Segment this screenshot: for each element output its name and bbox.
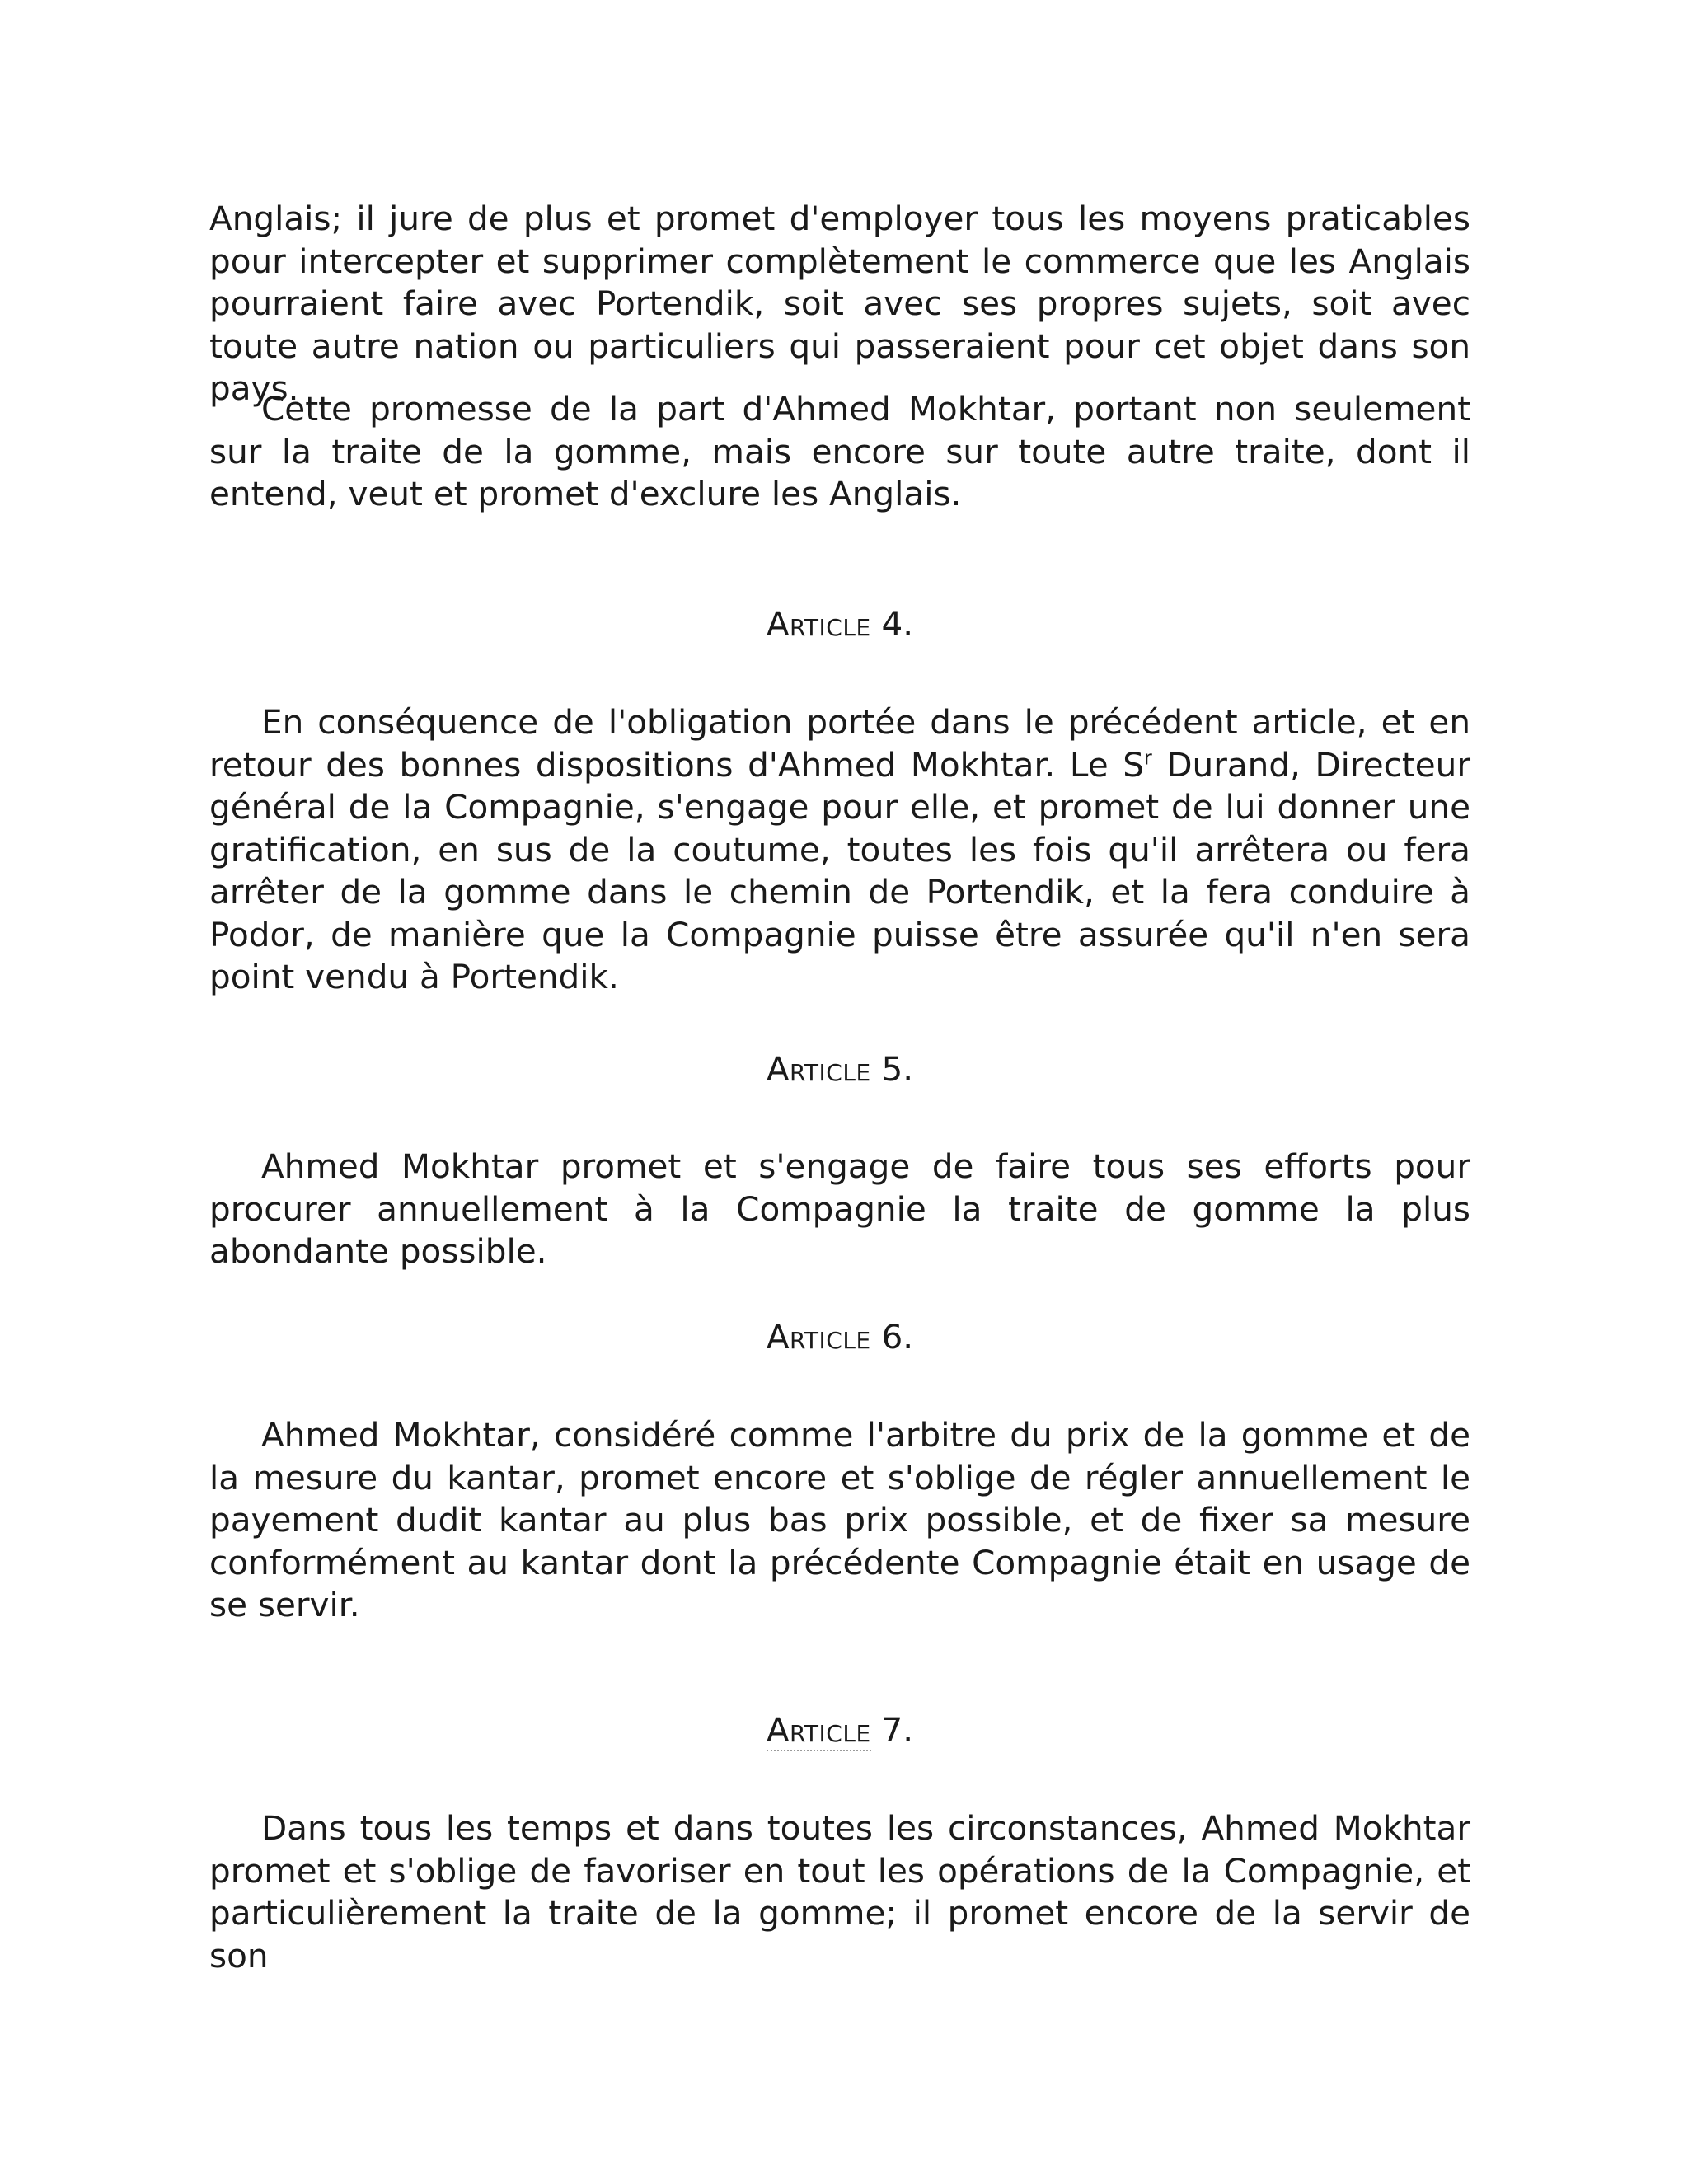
article-6-body	[209, 1414, 1470, 1627]
article-4-heading	[209, 603, 1470, 646]
article-6-heading	[209, 1316, 1470, 1359]
article-word: Article	[766, 604, 871, 644]
article-7-body	[209, 1807, 1470, 1977]
paragraph-text: Cette promesse de la part d'Ahmed Mokhtar, portant non seulement sur la traite de la gomme, mais encore sur toute autre traite, dont il entend, veut et promet d'exclure les Anglais.	[209, 389, 1470, 513]
paragraph-text	[209, 701, 1470, 999]
paragraph-text: Dans tous les temps et dans toutes les circonstances, Ahmed Mokhtar promet et s'oblige de favoriser en tout les opérations de la Compagnie, et particulièrement la traite de la gomme; il promet encore de la servir de son	[209, 1808, 1470, 1975]
paragraph-promise	[209, 388, 1470, 516]
text-after-superscript: Durand, Directeur général de la Compagnie, s'engage pour elle, et promet de lui donner une gratification, en sus de la coutume, toutes les fois qu'il arrêtera ou fera arrêter de la gomme dans le chemin de Portendik, et la fera conduire à Podor, de manière que la Compagnie puisse être assurée qu'il n'en sera point vendu à Portendik.	[209, 744, 1470, 996]
article-word: Article	[766, 1317, 871, 1357]
article-number: 5.	[881, 1049, 914, 1089]
paragraph-text: Ahmed Mokhtar, considéré comme l'arbitre du prix de la gomme et de la mesure du kantar, promet encore et s'oblige de régler annuellement le payement dudit kantar au plus bas prix possible, et de fixer sa mesure conformément au kantar dont la précédente Compagnie était en usage de se servir.	[209, 1415, 1470, 1624]
article-word: Article	[766, 1049, 871, 1089]
article-5-heading	[209, 1048, 1470, 1091]
paragraph-text: Anglais; il jure de plus et promet d'employer tous les moyens praticables pour intercepter et supprimer complètement le commerce que les Anglais pourraient faire avec Portendik, soit avec ses propres sujets, soit avec toute autre nation ou particuliers qui passeraient pour cet objet dans son pays.	[209, 199, 1470, 408]
article-7-heading	[209, 1709, 1470, 1752]
article-word: Article	[766, 1710, 871, 1750]
article-number: 7.	[881, 1710, 914, 1750]
paragraph-continuation	[209, 198, 1470, 410]
text-before-superscript: En conséquence de l'obligation portée dans le précédent article, et en retour des bonnes dispositions d'Ahmed Mokhtar. Le S	[209, 702, 1470, 785]
article-number: 4.	[881, 604, 914, 644]
paragraph-text: Ahmed Mokhtar promet et s'engage de faire tous ses efforts pour procurer annuellement à la Compagnie la traite de gomme la plus abondante possible.	[209, 1146, 1470, 1271]
superscript: r	[1143, 746, 1152, 769]
article-4-body	[209, 701, 1470, 999]
article-number: 6.	[881, 1317, 914, 1357]
article-5-body	[209, 1146, 1470, 1273]
